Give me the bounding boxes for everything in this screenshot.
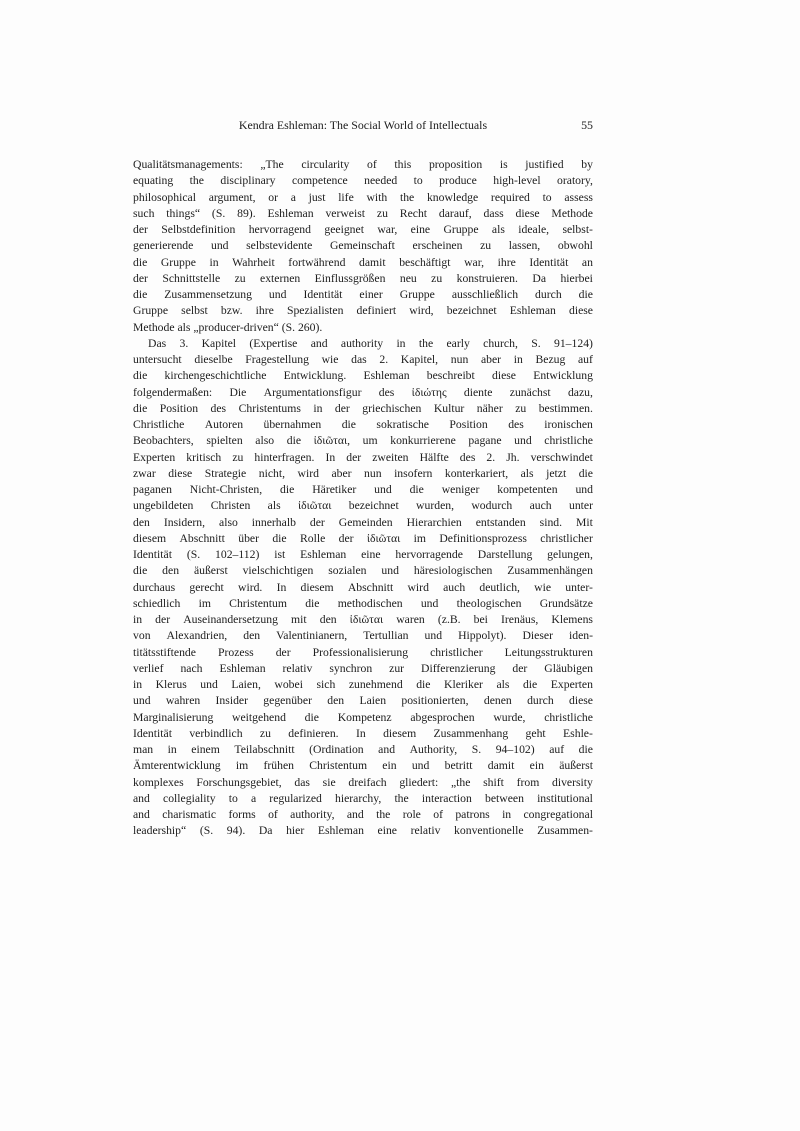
text-line: ungebildeten Christen als ἰδιῶται bezeichnet wurden, wodurch auch unter: [133, 499, 593, 513]
text-line: durchaus gerecht wird. In diesem Abschnitt wird auch deutlich, wie unter-: [133, 580, 593, 594]
text-line: paganen Nicht-Christen, die Häretiker und die weniger kompetenten und: [133, 483, 593, 496]
text-line: in Klerus und Laien, wobei sich zunehmend die Kleriker als die Experten: [133, 678, 593, 691]
text-line: schiedlich im Christentum die methodischen und theologischen Grundsätze: [133, 596, 593, 610]
text-line: such things“ (S. 89). Eshleman verweist zu Recht darauf, dass diese Methode: [133, 206, 593, 220]
text-line: philosophical argument, or a just life with the knowledge required to assess: [133, 190, 593, 204]
text-line: generierende und selbstevidente Gemeinschaft erscheinen zu lassen, obwohl: [133, 239, 593, 253]
text-line: equating the disciplinary competence needed to produce high-level oratory,: [133, 174, 593, 188]
text-line: Qualitätsmanagements: „The circularity of this proposition is justified by: [133, 158, 593, 171]
text-line: Gruppe selbst bzw. ihre Spezialisten definiert wird, bezeichnet Eshleman diese: [133, 304, 593, 318]
text-line: zwar diese Strategie nicht, wird aber nun insofern konterkariert, als jetzt die: [133, 466, 593, 480]
text-line: die den äußerst vielschichtigen sozialen und häresiologischen Zusammenhängen: [133, 564, 593, 578]
text-line: den Insidern, also innerhalb der Gemeinden Hierarchien entstanden sind. Mit: [133, 515, 593, 529]
text-line: die Position des Christentums in der griechischen Kultur näher zu bestimmen.: [133, 401, 593, 415]
text-line: diesem Abschnitt über die Rolle der ἰδιῶται im Definitionsprozess christlicher: [133, 531, 593, 545]
page-number: 55: [581, 118, 593, 132]
page-body: [133, 157, 593, 840]
text-line: die Zusammensetzung und Identität einer Gruppe ausschließlich durch die: [133, 288, 593, 301]
paragraph: [133, 157, 593, 336]
text-line: komplexes Forschungsgebiet, das sie dreifach gliedert: „the shift from diversity: [133, 775, 593, 789]
text-line: folgendermaßen: Die Argumentationsfigur des ἰδιώτης diente zunächst dazu,: [133, 385, 593, 399]
text-line: die kirchengeschichtliche Entwicklung. Eshleman beschreibt diese Entwicklung: [133, 369, 593, 383]
text-line: titätsstiftende Prozess der Professionalisierung christlicher Leitungsstrukturen: [133, 645, 593, 659]
text-line: Marginalisierung weitgehend die Kompetenz abgesprochen wurde, christliche: [133, 710, 593, 724]
text-line: von Alexandrien, den Valentinianern, Tertullian und Hippolyt). Dieser iden-: [133, 629, 593, 643]
text-line: and charismatic forms of authority, and the role of patrons in congregational: [133, 808, 593, 821]
text-line: Ämterentwicklung im frühen Christentum ein und betritt damit ein äußerst: [133, 759, 593, 773]
text-line: Experten kritisch zu hinterfragen. In der zweiten Hälfte des 2. Jh. verschwindet: [133, 450, 593, 464]
text-line: die Gruppe in Wahrheit fortwährend damit beschäftigt war, ihre Identität an: [133, 255, 593, 269]
running-header-title: Kendra Eshleman: The Social World of Intellectuals: [238, 118, 488, 132]
text-line: leadership“ (S. 94). Da hier Eshleman eine relativ konventionelle Zusammen-: [133, 824, 593, 838]
running-header: [133, 117, 593, 133]
text-line: and collegiality to a regularized hierarchy, the interaction between institutional: [133, 791, 593, 805]
text-line: untersucht dieselbe Fragestellung wie das 2. Kapitel, nun aber in Bezug auf: [133, 353, 593, 366]
text-line: Methode als „producer-driven“ (S. 260).: [133, 320, 323, 334]
text-line: Christliche Autoren übernahmen die sokratische Position des ironischen: [133, 418, 593, 431]
text-line: der Schnittstelle zu externen Einflussgrößen neu zu konstruieren. Da hierbei: [133, 271, 593, 285]
text-line: Identität (S. 102–112) ist Eshleman eine hervorragende Darstellung gelungen,: [133, 548, 593, 561]
text-line: man in einem Teilabschnitt (Ordination and Authority, S. 94–102) auf die: [133, 743, 593, 756]
paragraph: [133, 336, 593, 840]
text-line: verlief nach Eshleman relativ synchron zur Differenzierung der Gläubigen: [133, 661, 593, 675]
text-line: Identität verbindlich zu definieren. In diesem Zusammenhang geht Eshle-: [133, 726, 593, 740]
text-line: in der Auseinandersetzung mit den ἰδιῶται waren (z.B. bei Irenäus, Klemens: [133, 613, 593, 626]
text-line: Beobachters, spielten also die ἰδιῶται, um konkurrierene pagane und christliche: [133, 434, 593, 448]
text-line: und wahren Insider gegenüber den Laien positionierten, denen durch diese: [133, 694, 593, 708]
text-line: der Selbstdefinition hervorragend geeignet war, eine Gruppe als ideale, selbst-: [133, 223, 593, 236]
text-line: Das 3. Kapitel (Expertise and authority in the early church, S. 91–124): [148, 336, 593, 350]
